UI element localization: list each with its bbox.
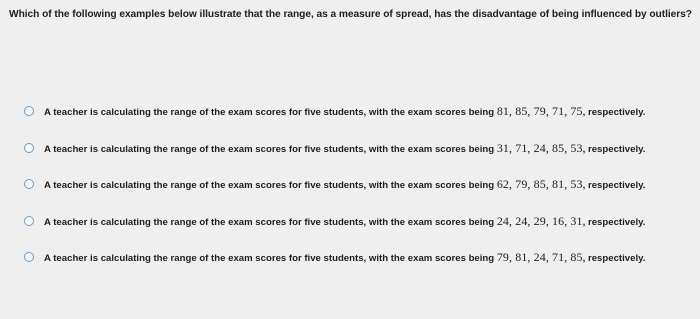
option-suffix: , respectively.	[582, 253, 646, 264]
exam-scores: 81, 85, 79, 71, 75	[496, 104, 583, 118]
option-text-1	[44, 106, 694, 119]
option-prefix: A teacher is calculating the range of the exam scores for five students, with the exam scores being	[44, 216, 497, 228]
option-prefix: A teacher is calculating the range of the exam scores for five students, with the exam scores being	[44, 253, 497, 264]
exam-scores: 62, 79, 85, 81, 53	[496, 177, 583, 191]
answer-option-4[interactable]	[24, 213, 694, 253]
option-suffix: , respectively.	[582, 216, 646, 228]
radio-button-3[interactable]	[24, 179, 34, 189]
radio-button-4[interactable]	[24, 216, 34, 226]
option-suffix: , respectively.	[582, 107, 646, 118]
question-text: Which of the following examples below illustrate that the range, as a measure of spread, has the disadvantage of being influenced by outliers?	[9, 9, 692, 20]
option-text-2	[44, 140, 694, 156]
exam-scores: 24, 24, 29, 16, 31	[496, 213, 583, 228]
answer-option-3[interactable]	[24, 179, 694, 216]
option-text-5	[44, 252, 694, 265]
answer-options	[24, 106, 694, 289]
option-prefix: A teacher is calculating the range of the exam scores for five students, with the exam scores being	[44, 180, 497, 191]
option-text-4	[44, 213, 694, 229]
radio-button-2[interactable]	[24, 143, 34, 153]
option-text-3	[44, 179, 694, 192]
exam-scores: 79, 81, 24, 71, 85	[496, 250, 583, 264]
radio-button-5[interactable]	[24, 252, 34, 262]
answer-option-1[interactable]	[24, 106, 694, 143]
answer-option-5[interactable]	[24, 252, 694, 289]
option-prefix: A teacher is calculating the range of the exam scores for five students, with the exam scores being	[44, 107, 497, 118]
option-suffix: , respectively.	[582, 180, 646, 191]
option-prefix: A teacher is calculating the range of the exam scores for five students, with the exam scores being	[44, 143, 497, 155]
option-suffix: , respectively.	[582, 143, 646, 155]
answer-option-2[interactable]	[24, 140, 694, 180]
radio-button-1[interactable]	[24, 106, 34, 116]
exam-scores: 31, 71, 24, 85, 53	[496, 140, 583, 155]
